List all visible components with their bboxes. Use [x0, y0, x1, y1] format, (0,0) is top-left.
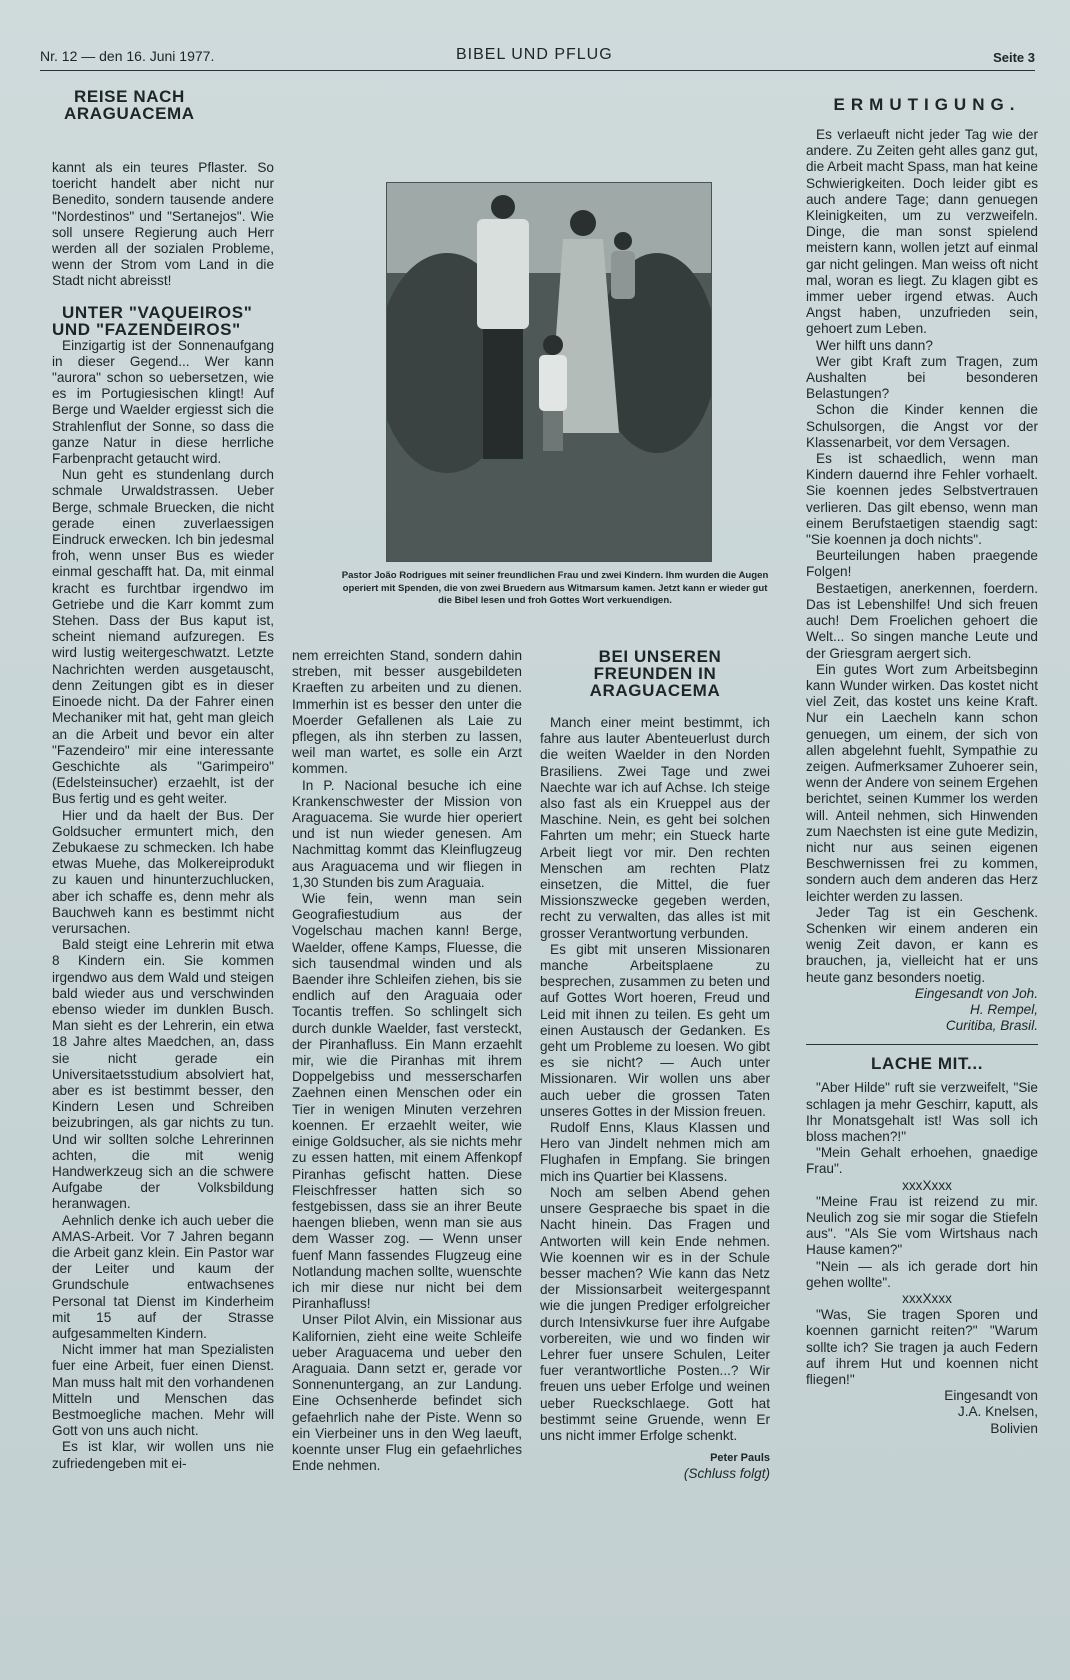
- joke-separator: xxxXxxx: [902, 1177, 952, 1193]
- paragraph: Schon die Kinder kennen die Schulsorgen, die Angst vor der Klassenarbeit, vor dem Versagen.: [806, 402, 1038, 450]
- photo-caption: Pastor João Rodrigues mit seiner freundlichen Frau und zwei Kindern. Ihm wurden die Augen operiert mit Spenden, die von zwei Bruedern aus Witmarsum kamen. Jetzt kann er wieder gut die Bibel lesen und froh Gottes Wort verkuendigen.: [341, 570, 769, 606]
- paragraph: Es verlaeuft nicht jeder Tag wie der andere. Zu Zeiten geht alles ganz gut, die Arbeit macht Spass, man hat keine Schwierigkeiten. Doch leider gibt es auch andere Tage; dann genuegen Kleinigkeiten, um zu verzweifeln. Dinge, die man sonst spielend meistern kann, wollen jetzt auf einmal gar nicht gelingen. Man weiss oft nicht mal, woran es liegt. Zu klagen gibt es immer ueber irgend etwas. Auch Angst haben, unzufrieden sein, gehoert zum Leben.: [806, 127, 1038, 337]
- joke-text: "Nein — als ich gerade dort hin gehen wollte".: [806, 1258, 1038, 1290]
- headline-lache-mit: LACHE MIT...: [870, 1054, 984, 1074]
- joke-text: "Aber Hilde" ruft sie verzweifelt, "Sie schlagen ja mehr Geschirr, kaputt, als Ihr Monatsgehalt ist! Was soll ich bloss machen?!": [806, 1080, 1038, 1144]
- section-divider: [806, 1044, 1038, 1045]
- continuation-note: (Schluss folgt): [683, 1466, 770, 1482]
- signature-line: J.A. Knelsen,: [957, 1404, 1038, 1420]
- joke-text: "Was, Sie tragen Sporen und koennen garnicht reiten?" "Warum sollte ich? Sie tragen ja auch Federn auf ihrem Hut und koennen nicht fliegen!": [806, 1307, 1038, 1388]
- signature-line: Curitiba, Brasil.: [945, 1018, 1038, 1034]
- paragraph: In P. Nacional besuche ich eine Krankenschwester der Mission von Araguacema. Sie wurde hier operiert und ist nun wieder genesen. Am Nachmittag kommt das Kleinflugzeug aus Araguacema und wir fliegen in 1,30 Stunden bis zum Araguaia.: [292, 777, 522, 890]
- page-number: Seite 3: [993, 50, 1035, 65]
- paragraph: Hier und da haelt der Bus. Der Goldsucher ermuntert mich, den Zebukaese zu schmecken. Ich habe etwas Muehe, das Molkereiprodukt zu kauen und hinunterzuchlucken, aber ich schaffe es, denn mehr als Bauchweh kann es bestimmt nicht verursachen.: [52, 807, 274, 936]
- paragraph: Unser Pilot Alvin, ein Missionar aus Kalifornien, zieht eine weite Schleife ueber Araguacema und ueber den Araguaia. Dann setzt er, gerade vor Sonnenuntergang, an zur Landung. Eine Ochsenherde befindet sich gefaehrlich nahe der Piste. Wenn so ein Vierbeiner uns in den Weg laeuft, koennte unser Flug ein gefaehrliches Ende nehmen.: [292, 1312, 522, 1474]
- paragraph: Wie fein, wenn man sein Geografiestudium aus der Vogelschau machen kann! Berge, Waelder, offene Kamps, Fluesse, die sich tausendmal winden und als Baender ihre Schleifen ziehen, bis sie endlich auf den Araguaia oder Tocantis treffen. So schlingelt sich durch dunkle Waelder, fast versteckt, der Piranhafluss. Ein Mann erzaehlt mir, wie die Piranhas mit ihrem Doppelgebiss und messerscharfen Zaehnen einen Menschen oder ein Tier in wenigen Minuten verzehren koennen. Er erzaehlt weiter, wie einige Goldsucher, als sie nichts mehr zu essen hatten, mit einem Affenkopf Piranhas gefischt hatten. Diese Fleischfresser hatten sich so festgebissen, dass sie an ihrer Beute haengen blieben, wenn man sie aus dem Wasser zog. — Wenn unser fuenf Mann fassendes Flugzeug eine Notlandung machen sollte, wuenschte ich mir diese nur nicht bei dem Piranhafluss!: [292, 891, 522, 1312]
- author-name: Peter Pauls: [710, 1452, 770, 1465]
- paragraph: Noch am selben Abend gehen unsere Gespraeche bis spaet in die Nacht hinein. Das Fragen und Antworten will kein Ende nehmen. Wie koennen wir es in der Schule besser machen? Wie kann das Netz der Missionsarbeit weitergespannt wie die jungen Prediger erfolgreicher durch Intensivkurse fuer ihre Aufgabe vorbereiten, wie und wo finden wir Lehrer fuer unsere Schulen, Leiter fuer verantwortliche Posten...? Wir freuen uns ueber Erfolge und weinen ueber Rueckschlaege. Gott hat bestimmt seine Gruende, wenn Er uns nicht immer Erfolge schenkt.: [540, 1184, 770, 1443]
- joke-text: "Mein Gehalt erhoehen, gnaedige Frau".: [806, 1145, 1038, 1177]
- column-2: [292, 648, 522, 1668]
- signature-line: H. Rempel,: [970, 1001, 1038, 1017]
- paragraph: Es ist schaedlich, wenn man Kindern dauernd ihre Fehler vorhaelt. Sie koennen jedes Selbstvertrauen verlieren. Das gilt ebenso, wenn man einem Berufstaetigen staendig sagt: "Sie koennen ja doch nichts".: [806, 451, 1038, 548]
- paragraph: nem erreichten Stand, sondern dahin streben, mit besser ausgebildeten Kraeften zu arbeiten und zu dienen. Immerhin ist es besser den unter die Moerder Gefallenen als Laie zu pflegen, als ihn sterben zu lassen, weil man wartet, es solle ein Arzt kommen.: [292, 648, 522, 777]
- paragraph: Bestaetigen, anerkennen, foerdern. Das ist Lebenshilfe! Und sich freuen auch! Dem Froelichen gehoert die Welt... So singen manche Leute und der Griesgram aergert sich.: [806, 580, 1038, 661]
- issue-date: Nr. 12 — den 16. Juni 1977.: [40, 48, 215, 64]
- column-1: [52, 88, 274, 1668]
- paragraph: Manch einer meint bestimmt, ich fahre aus lauter Abenteuerlust durch die weiten Waelder in den Norden Brasiliens. Zwei Tage und zwei Naechte war ich auf Achse. Ich steige also fast als ein Krueppel aus der Maschine. Nein, es geht bei solchen Fahrten um mehr; ein Stueck harte Arbeit liegt vor mir. Den rechten Menschen am rechten Platz einsetzen, die Mittel, die fuer Missionszwecke gegeben werden, recht zu verwalten, das alles ist mit grosser Verantwortung verbunden.: [540, 715, 770, 941]
- headline-reise: REISE NACH ARAGUACEMA: [64, 88, 195, 123]
- headline-vaqueiros: UNTER "VAQUEIROS" UND "FAZENDEIROS": [52, 302, 253, 339]
- column-4: [806, 96, 1038, 1668]
- paragraph: Ein gutes Wort zum Arbeitsbeginn kann Wunder wirken. Das kostet nicht viel Zeit, das kostet uns keine Kraft. Nur ein Laecheln kann schon genuegen, um einem, der sich von allen abgelehnt fuehlt, Sympathie zu zeigen. Aufmerksamer Zuhoerer sein, wenn der Andere von seinem Ergehen berichtet, seinen Kummer los werden will. Anteil nehmen, sich Hinwenden zum Naechsten ist eine gute Medizin, nicht nur aus seinen eigenen Beschwernissen frei zu kommen, sondern auch dem anderen das Herz leichter werden zu lassen.: [806, 661, 1038, 904]
- paragraph: Es ist klar, wir wollen uns nie zufriedengeben mit ei-: [52, 1439, 274, 1471]
- paragraph: Beurteilungen haben praegende Folgen!: [806, 548, 1038, 580]
- signature-line: Eingesandt von Joh.: [914, 985, 1038, 1001]
- photo-pastor-family: [386, 182, 712, 562]
- paragraph: Rudolf Enns, Klaus Klassen und Hero van Jindelt nehmen mich am Flughafen in Empfang. Sie bringen mich ins Quartier bei Klassens.: [540, 1120, 770, 1184]
- paragraph: kannt als ein teures Pflaster. So toericht handelt aber nicht nur Benedito, sondern tausende andere "Nordestinos" und "Sertanejos". Wie soll unsere Regierung auch Herr werden all der sozialen Probleme, wenn der Strom vom Land in die Stadt nicht abreisst!: [52, 160, 274, 289]
- photo-illustration: [387, 183, 711, 561]
- paragraph: Einzigartig ist der Sonnenaufgang in dieser Gegend... Wer kann "aurora" schon so uebersetzen, wie es im Portugiesischen klingt! Auf Berge und Waelder ergiesst sich die Strahlenflut der Sonne, so dass die ganze Natur in diese herrliche Farbenpracht getaucht wird.: [52, 337, 274, 467]
- page-header: [40, 46, 1035, 72]
- paragraph: Bald steigt eine Lehrerin mit etwa 8 Kindern ein. Sie kommen irgendwo aus dem Wald und steigen bald wieder aus und verschwinden ebenso wieder im dunklen Busch. Man sieht es der Lehrerin, ein etwa 18 Jahre altes Maedchen, an, dass sie nicht gerade ein Universitaetsstudium absolviert hat, aber es ist bestimmt besser, den Kindern Lesen und Schreiben beizubringen, als gar nichts zu tun. Und wir sollten solche Lehrerinnen achten, die mit wenig Handwerkzeug sich an die schwere Aufgabe der Volksbildung heranwagen.: [52, 937, 274, 1212]
- headline-freunden: BEI UNSEREN FREUNDEN IN ARAGUACEMA: [589, 648, 722, 700]
- header-rule: [40, 70, 1035, 71]
- headline-ermutigung: ERMUTIGUNG.: [833, 96, 1021, 114]
- paragraph: Aehnlich denke ich auch ueber die AMAS-Arbeit. Vor 7 Jahren begann die Arbeit ganz klein. Ein Pastor war der Leiter und kaum der Grundschule entwachsenes Personal tat Dienst im Kinderheim mit 15 auf der Strasse aufgesammelten Kindern.: [52, 1212, 274, 1342]
- paragraph: Jeder Tag ist ein Geschenk. Schenken wir einem anderen ein wenig Zeit davon, er kann es brauchen, ja, vielleicht hat er uns heute ganz besonders noetig.: [806, 904, 1038, 985]
- column-3: [540, 648, 770, 1668]
- joke-text: "Meine Frau ist reizend zu mir. Neulich zog sie mir sogar die Stiefeln aus". "Als Sie vom Wirtshaus nach Hause kamen?": [806, 1193, 1038, 1258]
- paragraph: Wer gibt Kraft zum Tragen, zum Aushalten bei besonderen Belastungen?: [806, 353, 1038, 402]
- joke-separator: xxxXxxx: [902, 1291, 952, 1307]
- signature-line: Eingesandt von: [944, 1388, 1038, 1404]
- signature-line: Bolivien: [990, 1420, 1038, 1436]
- paragraph: Es gibt mit unseren Missionaren manche Arbeitsplaene zu besprechen, zusammen zu beten und auf Gottes Wort hoeren, Freud und Leid mit ihnen zu teilen. Es geht um einen Austausch der Gedanken. Es geht um Probleme zu loesen. Wo gibt es sie nicht? — Auch unter Missionaren. Wir wollen uns aber auch ueber die grossen Taten unseres Gottes in der Mission freuen.: [540, 941, 770, 1119]
- newspaper-title: BIBEL UND PFLUG: [456, 46, 613, 63]
- paragraph: Wer hilft uns dann?: [816, 337, 933, 353]
- paragraph: Nicht immer hat man Spezialisten fuer eine Arbeit, fuer einen Dienst. Man muss halt mit den vorhandenen Mitteln und Menschen das Bestmoegliche machen. Mehr will Gott von uns auch nicht.: [52, 1342, 274, 1439]
- paragraph: Nun geht es stundenlang durch schmale Urwaldstrassen. Ueber Berge, schmale Bruecken, die nicht gerade einen zuverlaessigen Eindruck erwecken. Ich bin jedesmal froh, wenn unser Bus es wieder einmal geschafft hat. Da, mit einmal kracht es furchtbar irgendwo im Getriebe und die Karr kommt zum Stehen. Dass der Bus kaput ist, scheint niemand aufzuregen. Es wird lustig weitergeschwatzt. Letzte Nachrichten werden ausgetauscht, denn Zeitungen gibt es in dieser Einoede nicht. Da der Fahrer einen Mechaniker mit hat, geht man gleich an die Arbeit und bevor ein alter "Fazendeiro" mir eine interessante Geschichte als "Garimpeiro" (Edelsteinsucher) erzaehlt, ist der Bus fertig und es geht weiter.: [52, 467, 274, 807]
